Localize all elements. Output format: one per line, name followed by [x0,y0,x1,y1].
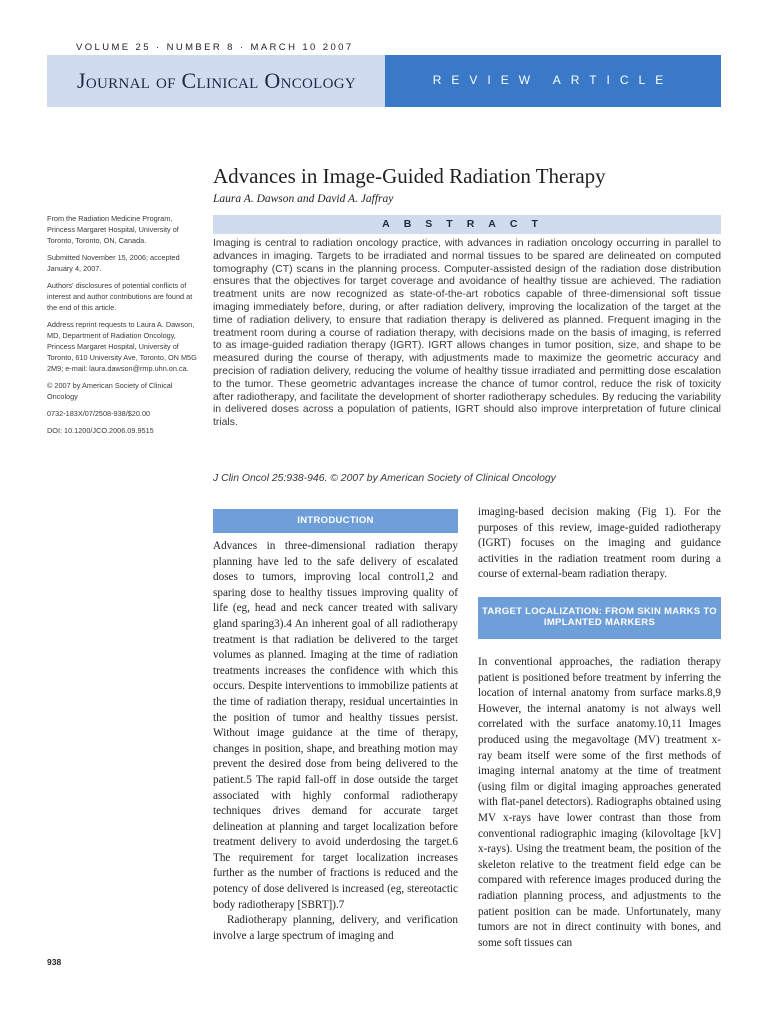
intro-paragraph-continued: imaging-based decision making (Fig 1). For the purposes of this review, image-guided radiotherapy (IGRT) focuses on the imaging and guidance activities in the radiation treatment room during a course of external-beam radiation therapy. [478,506,721,581]
journal-masthead [47,55,721,107]
journal-name: Journal of Clinical Oncology [77,68,357,93]
reprint-address: Address reprint requests to Laura A. Dawson, MD, Department of Radiation Oncology, Princess Margaret Hospital, University of Toronto, 610 University Ave, Toronto, ON M5G 2M9; e-mail: laura.dawson@rmp.uhn.on.ca. [47,320,197,373]
volume-issue-line: VOLUME 25 · NUMBER 8 · MARCH 10 2007 [76,42,354,53]
affiliation-note: From the Radiation Medicine Program, Princess Margaret Hospital, University of Toronto, Toronto, ON, Canada. [47,214,179,245]
right-body-column-bottom [478,655,721,951]
issn-code: 0732-183X/07/2508-938/$20.00 [47,409,151,418]
abstract-heading: ABSTRACT [382,218,552,230]
disclosures-note: Authors' disclosures of potential conflicts of interest and author contributions are found at the end of this article. [47,281,193,312]
doi-code: DOI: 10.1200/JCO.2006.09.9515 [47,426,154,435]
article-type-label: REVIEW ARTICLE [432,73,674,87]
abstract-heading-bar [213,215,721,234]
abstract-text: Imaging is central to radiation oncology practice, with advances in radiation oncology occurring in parallel to advances in imaging. Targets to be irradiated and normal tissues to be spared are delineated on computed tomography (CT) scans in the planning process. Computer-assisted design of the radiation dose distribution ensures that the objectives for target coverage and avoidance of healthy tissue are achieved. The radiation treatment units are now recognized as state-of-the-art robotics capable of three-dimensional soft tissue imaging immediately before, during, or after radiation delivery, improving the localization of the target at the time of radiation delivery, to ensure that radiation therapy is delivered as planned. Frequent imaging in the treatment room during a course of radiation therapy, with decisions made on the basis of imaging, is referred to as image-guided radiation therapy (IGRT). IGRT allows changes in tumor position, size, and shape to be measured during the course of therapy, with adjustments made to maximize the geometric accuracy and precision of radiation delivery, reducing the volume of healthy tissue irradiated and permitting dose escalation to the tumor. These geometric advantages increase the chance of tumor control, reduce the risk of toxicity after radiotherapy, and facilitate the development of shorter radiotherapy schedules. By reducing the variability in delivered doses across a population of patients, IGRT should also improve interpretation of future clinical trials. [213,238,721,429]
article-authors: Laura A. Dawson and David A. Jaffray [213,193,394,205]
journal-citation: J Clin Oncol 25:938-946. © 2007 by American Society of Clinical Oncology [213,473,556,484]
intro-paragraph-1: Advances in three-dimensional radiation therapy planning have led to the safe delivery of escalated doses to tumors, improving local control1,2 and sparing dose to healthy tissues improving quality of life (eg, head and neck cancer treated with salivary gland sparing3).4 An inherent goal of all radiotherapy treatment is that radiation be delivered to the target volumes as planned. Imaging at the time of radiation treatments increases the confidence with which this occurs. Despite interventions to immobilize patients at the time of radiation therapy, residual uncertainties in the position of tumor and healthy tissues persist. Without image guidance at the time of therapy, changes in position, shape, and breathing motion may prevent the desired dose from being delivered to the patient.5 The rapid fall-off in dose outside the target associated with highly conformal radiotherapy techniques drives demand for accurate target delineation at planning and target localization before treatment delivery to avoid underdosing the target.6 The requirement for target localization increases further as the number of fractions is reduced and the potency of dose delivered is increased (eg, stereotactic body radiotherapy [SBRT]).7 [213,540,458,911]
article-title: Advances in Image-Guided Radiation Therapy [213,164,606,188]
right-body-column-top [478,505,721,583]
target-localization-heading: TARGET LOCALIZATION: FROM SKIN MARKS TO IMPLANTED MARKERS [478,597,721,639]
article-type-box [385,55,721,107]
submission-dates: Submitted November 15, 2006; accepted January 4, 2007. [47,253,180,273]
page-number: 938 [47,957,62,967]
introduction-heading: INTRODUCTION [213,509,458,533]
intro-paragraph-2: Radiotherapy planning, delivery, and verification involve a large spectrum of imaging and [213,914,458,942]
target-paragraph-1: In conventional approaches, the radiation therapy patient is positioned before treatment by inferring the location of internal anatomy from surface marks.8,9 However, the internal anatomy is not always well correlated with the surface anatomy.10,11 Images produced using the megavoltage (MV) treatment x-ray beam itself were some of the first methods of imaging internal anatomy at the time of treatment (using film or digital imaging approaches generated with flat-panel detectors). Radiographs obtained using MV x-rays have lower contrast than those from conventional radiographic imaging (kilovoltage [kV] x-rays). Using the treatment beam, the position of the skeleton relative to the treatment field edge can be compared with reference images produced during the radiation planning process, and adjustments to the patient position can be made. Unfortunately, many tumors are not in direct continuity with bones, and some soft tissues can [478,656,721,949]
copyright-note: © 2007 by American Society of Clinical Oncology [47,381,173,401]
left-body-column [213,539,458,944]
article-info-sidebar [47,213,197,442]
journal-name-box [47,55,385,107]
